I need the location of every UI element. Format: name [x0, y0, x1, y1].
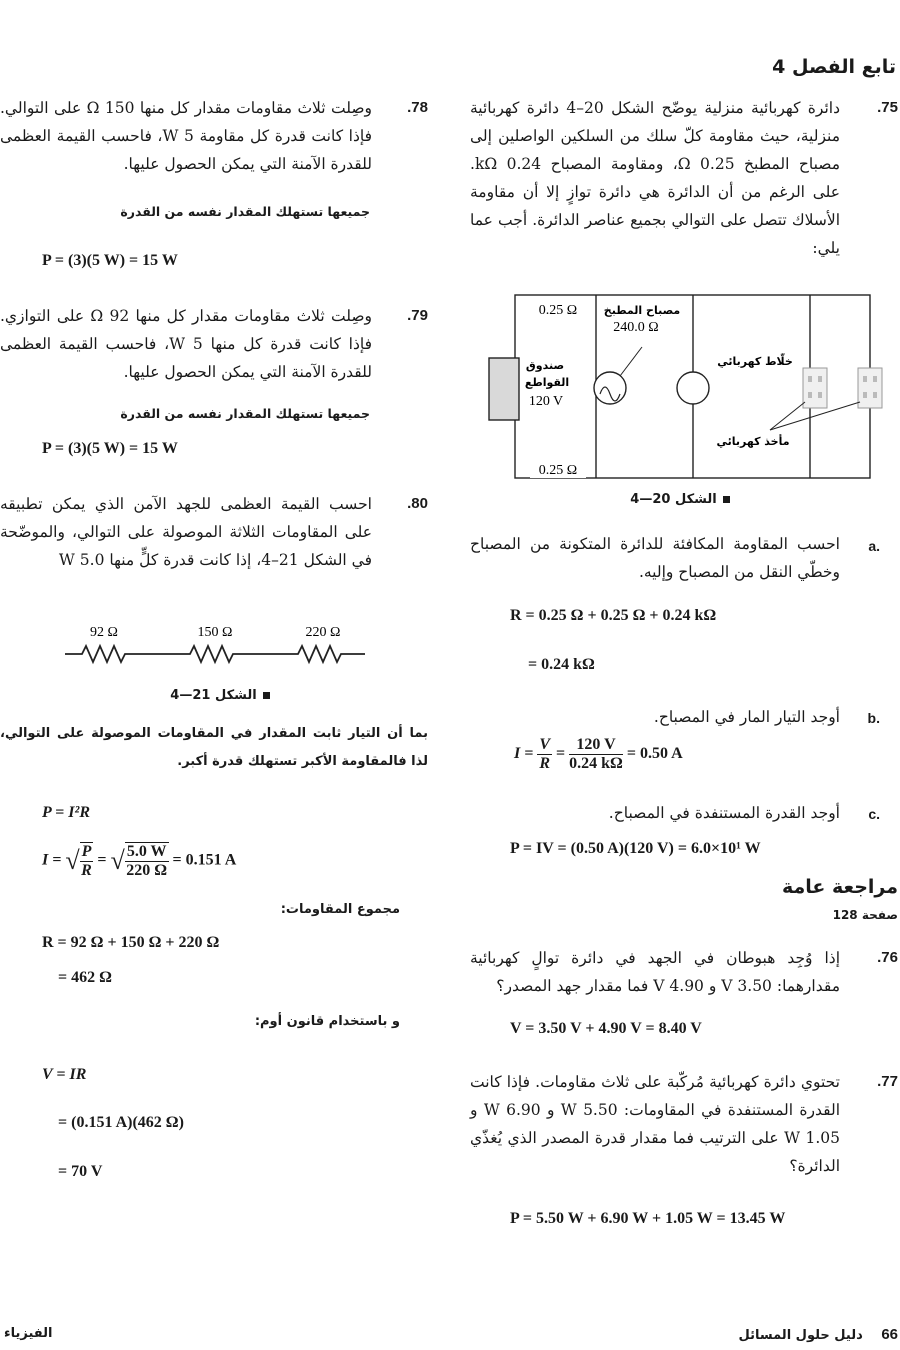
caption-square-icon — [263, 692, 270, 699]
problem-text: وصِلت ثلاث مقاومات مقدار كل منها 92 Ω على التوازي. فإذا كانت قدرة كل منها 5 W، فاحسب القيمة العظمى للقدرة الآمنة التي يمكن الحصول عليها. — [0, 307, 373, 381]
part-b-text: أوجد التيار المار في المصباح. — [653, 708, 840, 726]
problem-79-eq: P = (3)(5 W) = 15 W — [42, 440, 178, 457]
problem-text: دائرة كهربائية منزلية يوضّح الشكل 20–4 دائرة كهربائية منزلية، حيث مقاومة كلّ سلك من السلكين الواصلين إلى مصباح المطبخ Ω 0.25، ومقاومة المصباح 0.24 kΩ. على الرغم من أن الدائرة هي دائرة توازٍ إلا أن مقاومة الأسلاك تتصل على التوالي بجميع عناصر الدائرة. أجب عما يلي: — [470, 99, 840, 257]
wire-bottom-label: 0.25 Ω — [538, 463, 578, 478]
problem-76-eq: V = 3.50 V + 4.90 V = 8.40 V — [510, 1020, 702, 1037]
ohm-label: و باستخدام قانون أوم: — [254, 1014, 400, 1029]
problem-80-eq1: P = I²R — [42, 804, 90, 821]
resistor-diagram — [60, 618, 380, 668]
breaker-label-2: القواطع — [524, 376, 570, 389]
sum-label: مجموع المقاومات: — [280, 902, 400, 917]
left-column — [0, 0, 428, 1300]
answer-label: جميعها تستهلك المقدار نفسه من القدرة — [120, 204, 370, 219]
problem-number: .80 — [407, 495, 428, 512]
right-column — [470, 0, 898, 1300]
circuit-diagram — [470, 290, 898, 485]
problem-number: .76 — [877, 949, 898, 966]
problem-77 — [470, 1068, 898, 1180]
problem-number: .78 — [407, 99, 428, 116]
problem-80-eq7: = 70 V — [58, 1163, 103, 1180]
answer-label: جميعها تستهلك المقدار نفسه من القدرة — [120, 406, 370, 421]
r3-label: 220 Ω — [305, 625, 341, 640]
resistor-wire — [65, 646, 365, 662]
problem-79 — [0, 302, 428, 386]
footer-subject: الفيزياء — [4, 1326, 53, 1341]
lamp-value: 240.0 Ω — [613, 320, 659, 335]
problem-number: .77 — [877, 1073, 898, 1090]
part-a-eq1: R = 0.25 Ω + 0.25 Ω + 0.24 kΩ — [510, 607, 717, 624]
r1-label: 92 Ω — [90, 625, 118, 640]
problem-text: احسب القيمة العظمى للجهد الآمن الذي يمكن تطبيقه على المقاومات الثلاثة الموصولة على التوالي، والموضّحة في الشكل 21–4، إذا كانت قدرة كلٍّ منها 5.0 W — [0, 495, 372, 569]
caption-square-icon — [723, 496, 730, 503]
figure-21-4-caption: الشكل 21—4 — [140, 688, 300, 703]
eq-result: = 0.151 A — [172, 851, 237, 869]
problem-80-eq3: R = 92 Ω + 150 Ω + 220 Ω — [42, 934, 220, 951]
problem-80-explanation: بما أن التيار ثابت المقدار في المقاومات الموصولة على التوالي، لذا فالمقاومة الأكبر تستهلك قدرة أكبر. — [0, 726, 428, 769]
problem-76 — [470, 944, 898, 1000]
part-b-label: b. — [867, 710, 880, 726]
section-title: مراجعة عامة — [781, 876, 898, 898]
outlet-label: مأخذ كهربائي — [716, 435, 790, 448]
sqrt-p-r: √ $\frac{P}{R}$ — [65, 843, 92, 879]
problem-80 — [0, 490, 428, 574]
breaker-box — [489, 358, 519, 420]
outlet-2 — [858, 368, 882, 408]
problem-78-eq: P = (3)(5 W) = 15 W — [42, 252, 178, 269]
problem-80-eq5: V = IR — [42, 1066, 87, 1083]
problem-number: .75 — [877, 99, 898, 116]
problem-77-eq: P = 5.50 W + 6.90 W + 1.05 W = 13.45 W — [510, 1210, 786, 1227]
eq-lhs: I = — [42, 851, 62, 869]
breaker-value: 120 V — [528, 394, 564, 409]
part-a-label: a. — [868, 538, 880, 554]
chapter-header: تابع الفصل 4 — [772, 56, 896, 78]
part-c-eq: P = IV = (0.50 A)(120 V) = 6.0×10¹ W — [510, 840, 761, 857]
breaker-label-1: صندوق — [525, 359, 565, 372]
problem-75 — [470, 94, 898, 262]
problem-text: تحتوي دائرة كهربائية مُركّبة على ثلاث مقاومات. فإذا كانت القدرة المستنفدة في المقاومات: 5.50 W و 6.90 W و 1.05 W على الترتيب فما مقدار قدرة المصدر الذي يُغذّي الدائرة؟ — [470, 1073, 840, 1175]
page-reference: صفحة 128 — [832, 908, 898, 922]
problem-text: إذا وُجِد هبوطان في الجهد في دائرة توالٍ كهربائية مقدارهما: 3.50 V و 4.90 V فما مقدار جهد المصدر؟ — [470, 949, 840, 995]
fraction-values: $\frac{120 V}{0.24 k\Omega}$ — [569, 736, 623, 772]
problem-80-eq2: I = √ $\frac{P}{R}$ = √ $\frac{5.0 W}{220 \Omega}$ = 0.151 A — [42, 843, 237, 879]
problem-number: .79 — [407, 307, 428, 324]
lamp-label: مصباح المطبخ — [603, 304, 681, 317]
outlet-1 — [803, 368, 827, 408]
wire-top-label: 0.25 Ω — [538, 303, 578, 318]
part-c-text: أوجد القدرة المستنفدة في المصباح. — [608, 804, 840, 822]
eq-lhs: I = — [514, 745, 534, 763]
figure-20-4-caption: الشكل 20—4 — [590, 492, 770, 507]
r2-label: 150 Ω — [197, 625, 233, 640]
problem-80-eq4: = 462 Ω — [58, 969, 112, 986]
mixer-symbol — [677, 372, 709, 404]
part-c-label: c. — [868, 806, 880, 822]
problem-80-eq6: = (0.151 A)(462 Ω) — [58, 1114, 184, 1131]
sqrt-values: √ $\frac{5.0 W}{220 \Omega}$ — [110, 843, 168, 879]
page-number: 66 — [881, 1326, 898, 1343]
problem-78 — [0, 94, 428, 178]
problem-text: وصِلت ثلاث مقاومات مقدار كل منها 150 Ω على التوالي. فإذا كانت قدرة كل مقاومة 5 W، فاحسب القيمة العظمى للقدرة الآمنة التي يمكن الحصول عليها. — [0, 99, 372, 173]
footer-page — [739, 1326, 899, 1343]
lamp-symbol — [594, 372, 626, 404]
fraction-v-r: $\frac{V}{R}$ — [539, 736, 551, 772]
part-b-eq: I = $\frac{V}{R}$ = $\frac{120 V}{0.24 k\Omega}$ = 0.50 A — [514, 736, 683, 772]
book-title: دليل حلول المسائل — [738, 1328, 863, 1343]
eq-result: = 0.50 A — [626, 745, 683, 763]
part-a-text: احسب المقاومة المكافئة للدائرة المتكونة من المصباح وخطّي النقل من المصباح وإليه. — [470, 535, 840, 581]
part-a-eq2: = 0.24 kΩ — [528, 656, 595, 673]
mixer-label: خلّاط كهربائي — [717, 355, 793, 368]
